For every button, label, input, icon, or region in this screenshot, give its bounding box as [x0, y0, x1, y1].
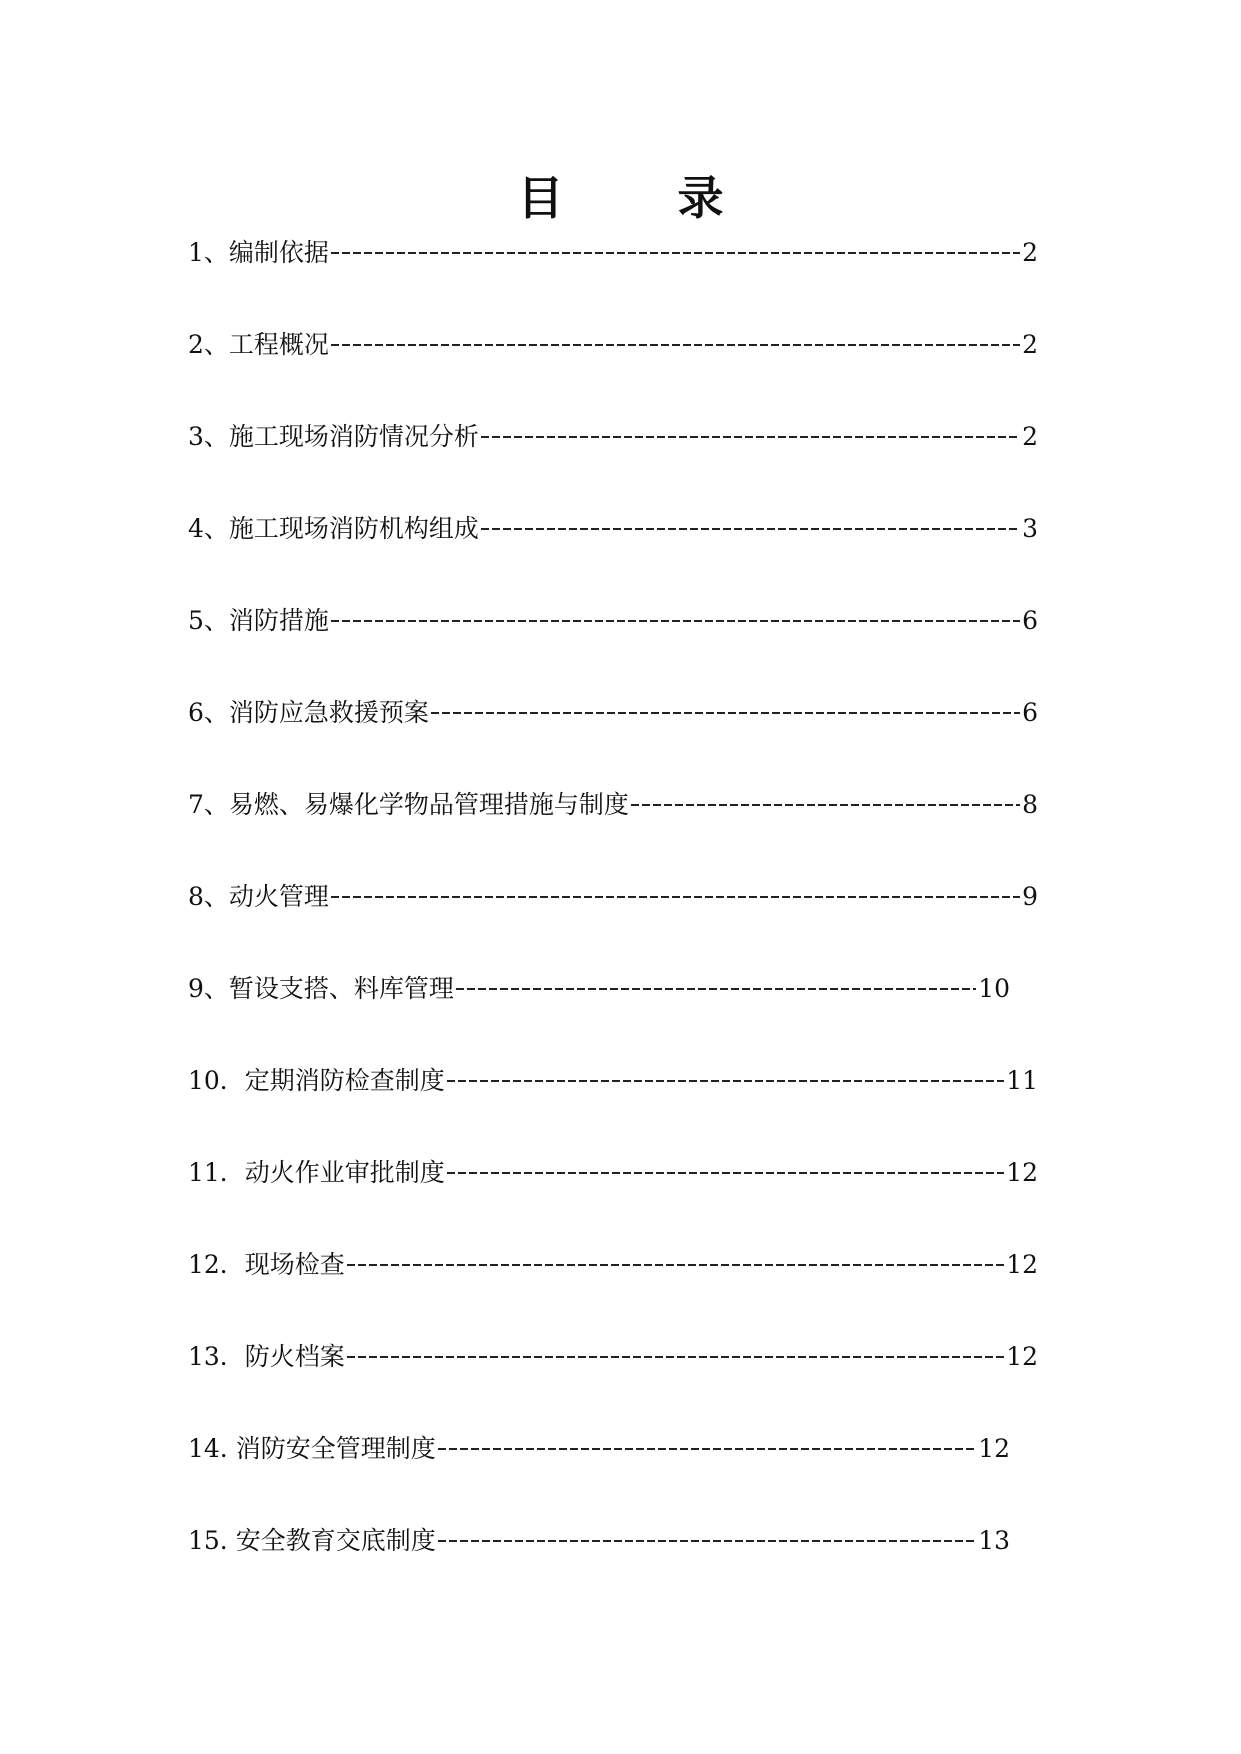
toc-entry[interactable] [188, 731, 1038, 823]
dot-leader [331, 890, 1020, 904]
dot-leader [331, 614, 1020, 628]
dot-leader [456, 982, 976, 996]
toc-entry-page: 2 [1022, 238, 1038, 267]
toc-entry-label: 1、编制依据 [188, 238, 329, 267]
dot-leader [331, 338, 1020, 352]
toc-entry-label: 15. 安全教育交底制度 [188, 1526, 436, 1555]
toc-entry-page: 9 [1022, 882, 1038, 911]
toc-entry[interactable] [188, 271, 1038, 363]
toc-entry-page: 12 [1006, 1250, 1038, 1279]
dot-leader [481, 522, 1020, 536]
toc-entry-page: 2 [1022, 330, 1038, 359]
toc-entry[interactable] [188, 547, 1038, 639]
dot-leader [447, 1074, 1004, 1088]
table-of-contents [188, 235, 1038, 1559]
toc-entry[interactable] [188, 823, 1038, 915]
toc-title: 目 录 [517, 171, 758, 225]
toc-entry-label: 5、消防措施 [188, 606, 329, 635]
toc-entry-page: 12 [978, 1434, 1010, 1463]
toc-entry[interactable] [188, 1099, 1038, 1191]
toc-entry[interactable] [188, 915, 1010, 1007]
toc-entry-label: 12．现场检查 [188, 1250, 345, 1279]
toc-entry-label: 13．防火档案 [188, 1342, 345, 1371]
toc-entry[interactable] [188, 639, 1038, 731]
dot-leader [347, 1350, 1004, 1364]
toc-entry[interactable] [188, 1467, 1010, 1559]
toc-entry-label: 7、易燃、易爆化学物品管理措施与制度 [188, 790, 629, 819]
toc-entry-label: 11．动火作业审批制度 [188, 1158, 445, 1187]
toc-entry-page: 2 [1022, 422, 1038, 451]
toc-entry[interactable] [188, 1283, 1038, 1375]
toc-entry-page: 11 [1006, 1066, 1038, 1095]
toc-entry-label: 4、施工现场消防机构组成 [188, 514, 479, 543]
dot-leader [631, 798, 1020, 812]
dot-leader [438, 1534, 976, 1548]
toc-entry[interactable] [188, 235, 1038, 271]
toc-entry[interactable] [188, 455, 1038, 547]
toc-entry-label: 6、消防应急救援预案 [188, 698, 429, 727]
dot-leader [431, 706, 1020, 720]
toc-entry-page: 12 [1006, 1342, 1038, 1371]
toc-entry-label: 9、暂设支搭、料库管理 [188, 974, 454, 1003]
toc-entry[interactable] [188, 363, 1038, 455]
toc-entry-label: 2、工程概况 [188, 330, 329, 359]
toc-entry-label: 14. 消防安全管理制度 [188, 1434, 436, 1463]
toc-entry-page: 6 [1022, 606, 1038, 635]
toc-entry-label: 3、施工现场消防情况分析 [188, 422, 479, 451]
dot-leader [447, 1166, 1004, 1180]
dot-leader [347, 1258, 1004, 1272]
toc-entry-page: 3 [1022, 514, 1038, 543]
toc-entry[interactable] [188, 1007, 1038, 1099]
dot-leader [438, 1442, 976, 1456]
toc-entry-label: 10．定期消防检查制度 [188, 1066, 445, 1095]
dot-leader [481, 430, 1020, 444]
toc-entry-page: 13 [978, 1526, 1010, 1555]
dot-leader [331, 246, 1020, 260]
toc-entry-page: 10 [978, 974, 1010, 1003]
toc-entry[interactable] [188, 1191, 1038, 1283]
toc-entry[interactable] [188, 1375, 1010, 1467]
toc-entry-page: 12 [1006, 1158, 1038, 1187]
toc-entry-label: 8、动火管理 [188, 882, 329, 911]
toc-entry-page: 6 [1022, 698, 1038, 727]
toc-entry-page: 8 [1022, 790, 1038, 819]
